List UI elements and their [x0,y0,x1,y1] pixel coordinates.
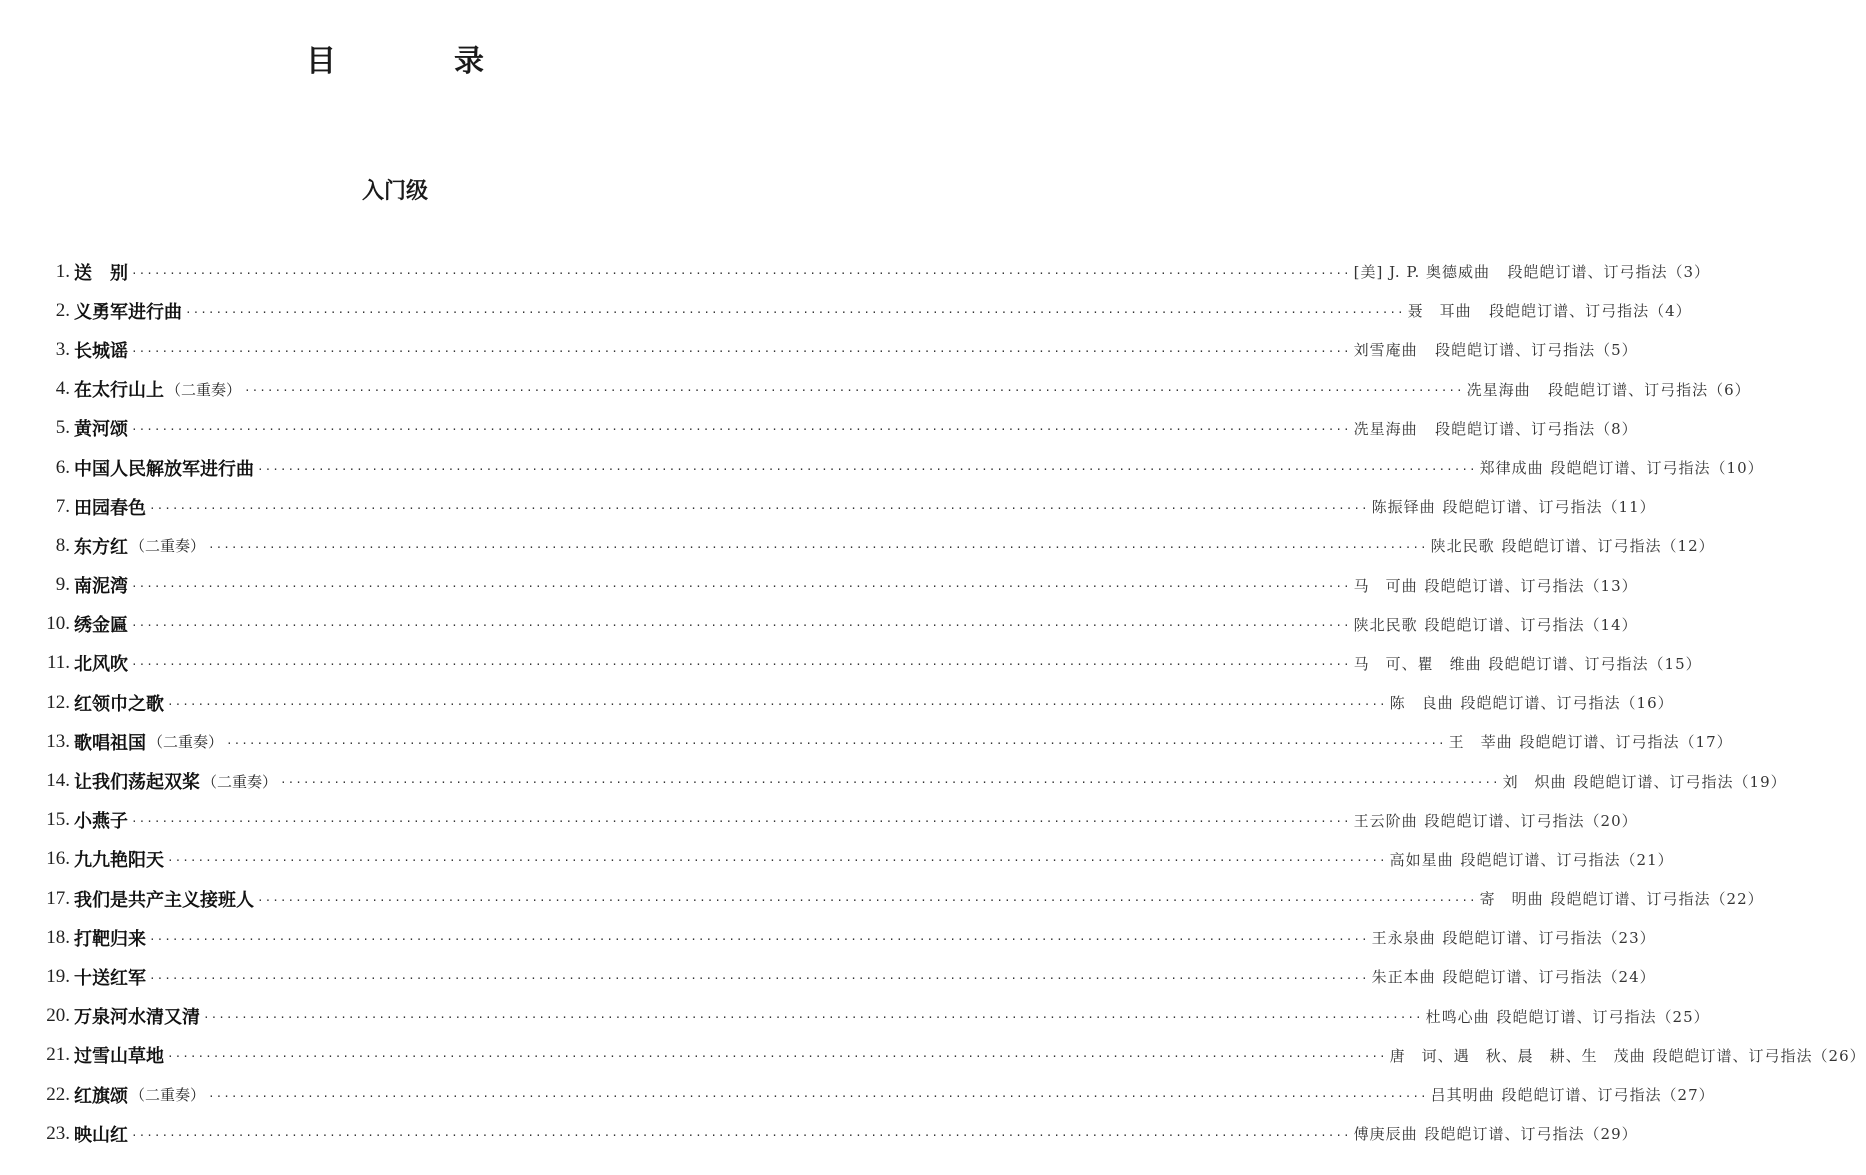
arranger-credit-page: 段皑皑订谱、订弓指法（12） [1501,537,1715,556]
arranger-credit-page: 段皑皑订谱、订弓指法（14） [1424,615,1638,634]
dot-leader: ································································································································································ [203,1011,1423,1025]
composer-credit: 马 可曲 [1353,576,1418,595]
arranger-credit-page: 段皑皑订谱、订弓指法（17） [1519,733,1733,752]
composer-credit: 吕其明曲 [1430,1086,1495,1105]
song-title: 在太行山上 [74,380,164,402]
composer-credit: 陈 良曲 [1389,694,1454,713]
arranger-credit-page: 段皑皑订谱、订弓指法（24） [1442,968,1656,987]
entry-number: 15. [46,809,70,831]
dot-leader: ································································································································································ [208,540,1428,554]
entry-number: 7. [55,495,70,517]
toc-entry[interactable] [40,997,1710,1036]
composer-credit: 聂 耳曲 [1407,302,1472,321]
composer-credit: 王永泉曲 [1371,929,1436,948]
composer-credit: [美] J. P. 奥德威曲 [1353,263,1491,282]
arrangement-note: （二重奏） [202,772,278,791]
song-title: 映山红 [74,1124,128,1146]
arranger-credit-page: 段皑皑订谱、订弓指法（23） [1442,929,1656,948]
composer-credit: 杜鸣心曲 [1425,1007,1490,1026]
song-title: 北风吹 [74,654,128,676]
dot-leader: ································································································································································ [131,619,1351,633]
dot-leader: ································································································································································ [131,266,1351,280]
dot-leader: ································································································································································ [131,658,1351,672]
toc-entry[interactable] [40,252,1711,291]
arranger-credit-page: 段皑皑订谱、订弓指法（20） [1424,811,1638,830]
dot-leader: ································································································································································ [149,932,1369,946]
entry-number: 20. [46,1005,70,1027]
dot-leader: ································································································································································ [131,423,1351,437]
song-title: 万泉河水清又清 [74,1007,200,1029]
arranger-credit-page: 段皑皑订谱、订弓指法（4） [1489,302,1692,321]
song-title: 九九艳阳天 [74,850,164,872]
section-title: 入门级 [361,179,428,204]
composer-credit: 唐 诃、遇 秋、晨 耕、生 茂曲 [1389,1046,1646,1065]
arranger-credit-page: 段皑皑订谱、订弓指法（11） [1442,498,1656,517]
dot-leader: ································································································································································ [226,736,1446,750]
arranger-credit-page: 段皑皑订谱、订弓指法（19） [1573,772,1787,791]
entry-number: 6. [55,456,70,478]
song-title: 打靶归来 [74,928,146,950]
song-title: 歌唱祖国 [74,732,146,754]
toc-entry[interactable] [40,291,1692,330]
composer-credit: 刘雪庵曲 [1353,341,1418,360]
entry-number: 21. [46,1044,70,1066]
dot-leader: ································································································································································ [131,580,1351,594]
dot-leader: ································································································································································ [149,501,1369,515]
dot-leader: ································································································································································ [244,384,1464,398]
entry-number: 5. [55,417,70,439]
entry-number: 11. [46,652,70,674]
entry-number: 23. [46,1122,70,1144]
entry-number: 8. [55,534,70,556]
song-title: 红旗颂 [74,1085,128,1107]
song-title: 中国人民解放军进行曲 [74,458,254,480]
composer-credit: 高如星曲 [1389,850,1454,869]
dot-leader: ································································································································································ [185,305,1405,319]
entry-number: 17. [46,887,70,909]
toc-entry[interactable] [40,1036,1866,1075]
song-title: 义勇军进行曲 [74,301,182,323]
toc-entry[interactable] [40,330,1638,369]
toc-entry[interactable] [40,644,1702,683]
entry-number: 14. [46,770,70,792]
entry-number: 3. [55,338,70,360]
arranger-credit-page: 段皑皑订谱、订弓指法（3） [1507,263,1711,282]
composer-credit: 陕北民歌 [1430,537,1495,556]
dot-leader: ································································································································································ [280,776,1500,790]
dot-leader: ································································································································································ [208,1089,1428,1103]
composer-credit: 寄 明曲 [1479,890,1544,909]
toc-entry[interactable] [40,840,1674,879]
song-title: 田园春色 [74,497,146,519]
toc-entry[interactable] [40,526,1715,565]
dot-leader: ································································································································································ [149,971,1369,985]
entry-number: 22. [46,1083,70,1105]
toc-entry[interactable] [40,722,1733,761]
song-title: 让我们荡起双桨 [74,772,200,794]
entry-number: 10. [46,613,70,635]
toc-entry[interactable] [40,1114,1638,1153]
entry-number: 1. [55,260,70,282]
toc-entry[interactable] [40,409,1638,448]
arranger-credit-page: 段皑皑订谱、订弓指法（8） [1435,419,1638,438]
composer-credit: 傅庚辰曲 [1353,1125,1418,1144]
toc-entry[interactable] [40,566,1638,605]
toc-entry[interactable] [40,879,1764,918]
toc-entry[interactable] [40,683,1674,722]
arranger-credit-page: 段皑皑订谱、订弓指法（29） [1424,1125,1638,1144]
toc-entry[interactable] [40,370,1751,409]
toc-entry[interactable] [40,957,1656,996]
dot-leader: ································································································································································ [167,697,1387,711]
song-title: 长城谣 [74,340,128,362]
dot-leader: ································································································································································ [131,1128,1351,1142]
entry-number: 16. [46,848,70,870]
arrangement-note: （二重奏） [148,733,224,752]
toc-entry[interactable] [40,801,1638,840]
toc-entry[interactable] [40,1075,1715,1114]
arranger-credit-page: 段皑皑订谱、订弓指法（26） [1652,1046,1866,1065]
composer-credit: 郑律成曲 [1479,459,1544,478]
toc-entry[interactable] [40,448,1764,487]
dot-leader: ································································································································································ [167,1050,1387,1064]
arranger-credit-page: 段皑皑订谱、订弓指法（25） [1496,1007,1710,1026]
arranger-credit-page: 段皑皑订谱、订弓指法（21） [1460,850,1674,869]
page-title: 目 录 [306,44,528,79]
composer-credit: 王云阶曲 [1353,811,1418,830]
dot-leader: ································································································································································ [257,893,1477,907]
entry-number: 12. [46,691,70,713]
toc-entry[interactable] [40,487,1656,526]
dot-leader: ································································································································································ [131,344,1351,358]
arrangement-note: （二重奏） [130,1086,206,1105]
arranger-credit-page: 段皑皑订谱、订弓指法（22） [1550,890,1764,909]
composer-credit: 王 莘曲 [1448,733,1513,752]
arranger-credit-page: 段皑皑订谱、订弓指法（16） [1460,694,1674,713]
dot-leader: ································································································································································ [257,462,1477,476]
song-title: 过雪山草地 [74,1046,164,1068]
entry-number: 13. [46,730,70,752]
arranger-credit-page: 段皑皑订谱、订弓指法（6） [1548,380,1751,399]
composer-credit: 刘 炽曲 [1502,772,1567,791]
dot-leader: ································································································································································ [131,815,1351,829]
arranger-credit-page: 段皑皑订谱、订弓指法（10） [1550,459,1764,478]
song-title: 东方红 [74,536,128,558]
table-of-contents [40,252,1866,1153]
composer-credit: 朱正本曲 [1371,968,1436,987]
arranger-credit-page: 段皑皑订谱、订弓指法（13） [1424,576,1638,595]
entry-number: 18. [46,926,70,948]
arranger-credit-page: 段皑皑订谱、订弓指法（27） [1501,1086,1715,1105]
arranger-credit-page: 段皑皑订谱、订弓指法（5） [1435,341,1638,360]
song-title: 小燕子 [74,811,128,833]
toc-entry[interactable] [40,918,1656,957]
arranger-credit-page: 段皑皑订谱、订弓指法（15） [1488,654,1702,673]
arrangement-note: （二重奏） [166,380,242,399]
entry-number: 4. [55,378,70,400]
composer-credit: 冼星海曲 [1353,419,1418,438]
dot-leader: ································································································································································ [167,854,1387,868]
song-title: 黄河颂 [74,419,128,441]
song-title: 我们是共产主义接班人 [74,889,254,911]
song-title: 送 别 [74,262,128,284]
entry-number: 9. [55,574,70,596]
composer-credit: 陈振铎曲 [1371,498,1436,517]
arrangement-note: （二重奏） [130,537,206,556]
toc-entry[interactable] [40,605,1638,644]
entry-number: 19. [46,965,70,987]
composer-credit: 马 可、瞿 维曲 [1353,654,1482,673]
song-title: 红领巾之歌 [74,693,164,715]
composer-credit: 冼星海曲 [1466,380,1531,399]
song-title: 绣金匾 [74,615,128,637]
song-title: 十送红军 [74,967,146,989]
song-title: 南泥湾 [74,576,128,598]
toc-entry[interactable] [40,761,1787,800]
entry-number: 2. [55,299,70,321]
composer-credit: 陕北民歌 [1353,615,1418,634]
